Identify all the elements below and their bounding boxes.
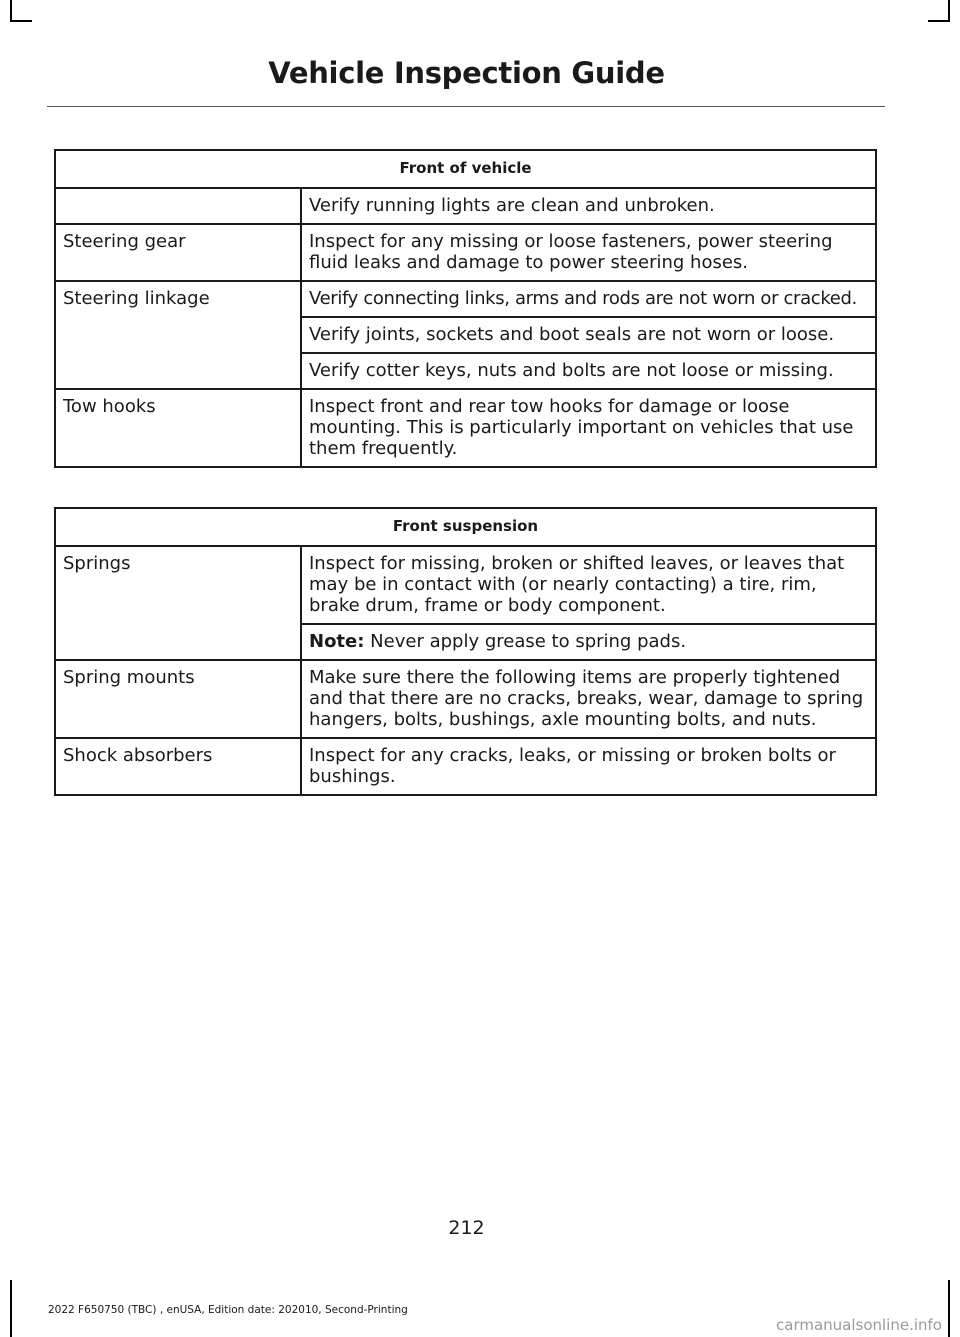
table-row	[55, 738, 876, 795]
item-cell: Steering gear	[55, 224, 301, 281]
crop-mark	[948, 0, 950, 22]
check-cell: Make sure there the following items are properly tightened and that there are no cracks, breaks, wear, damage to spring hangers, bolts, bushings, axle mounting bolts, and nuts.	[301, 660, 876, 738]
table-row	[55, 660, 876, 738]
page-title: Vehicle Inspection Guide	[268, 56, 665, 90]
table-heading: Front suspension	[55, 508, 876, 546]
item-cell: Tow hooks	[55, 389, 301, 467]
check-cell: Verify connecting links, arms and rods are not worn or cracked.	[301, 281, 876, 317]
check-cell: Inspect for any cracks, leaks, or missing or broken bolts or bushings.	[301, 738, 876, 795]
front-of-vehicle-table	[54, 149, 877, 468]
crop-mark	[928, 20, 950, 22]
table-row	[55, 546, 876, 624]
check-cell: Verify running lights are clean and unbroken.	[301, 188, 876, 224]
edition-footer: 2022 F650750 (TBC) , enUSA, Edition date: 202010, Second-Printing	[48, 1304, 408, 1316]
table-row	[55, 281, 876, 317]
table-row	[55, 389, 876, 467]
table-row	[55, 224, 876, 281]
item-cell: Shock absorbers	[55, 738, 301, 795]
page-number: 212	[448, 1217, 485, 1239]
front-suspension-table	[54, 507, 877, 796]
table-row	[55, 188, 876, 224]
table-heading: Front of vehicle	[55, 150, 876, 188]
table-header-row	[55, 150, 876, 188]
check-cell: Inspect front and rear tow hooks for damage or loose mounting. This is particularly important on vehicles that use them frequently.	[301, 389, 876, 467]
check-cell: Verify joints, sockets and boot seals are not worn or loose.	[301, 317, 876, 353]
check-cell: Inspect for any missing or loose fasteners, power steering fluid leaks and damage to power steering hoses.	[301, 224, 876, 281]
check-cell: Verify cotter keys, nuts and bolts are not loose or missing.	[301, 353, 876, 389]
crop-mark	[10, 20, 32, 22]
item-cell: Spring mounts	[55, 660, 301, 738]
title-divider	[47, 106, 885, 107]
check-cell: Inspect for missing, broken or shifted leaves, or leaves that may be in contact with (or nearly contacting) a tire, rim, brake drum, frame or body component.	[301, 546, 876, 624]
note-label: Note:	[309, 631, 365, 652]
crop-mark	[10, 1280, 12, 1337]
note-text: Never apply grease to spring pads.	[364, 631, 687, 652]
table-header-row	[55, 508, 876, 546]
crop-mark	[948, 1280, 950, 1337]
crop-mark	[10, 0, 12, 22]
item-cell: Steering linkage	[55, 281, 301, 389]
watermark: carmanualsonline.info	[776, 1316, 942, 1334]
note-cell	[301, 624, 876, 660]
item-cell	[55, 188, 301, 224]
item-cell: Springs	[55, 546, 301, 660]
